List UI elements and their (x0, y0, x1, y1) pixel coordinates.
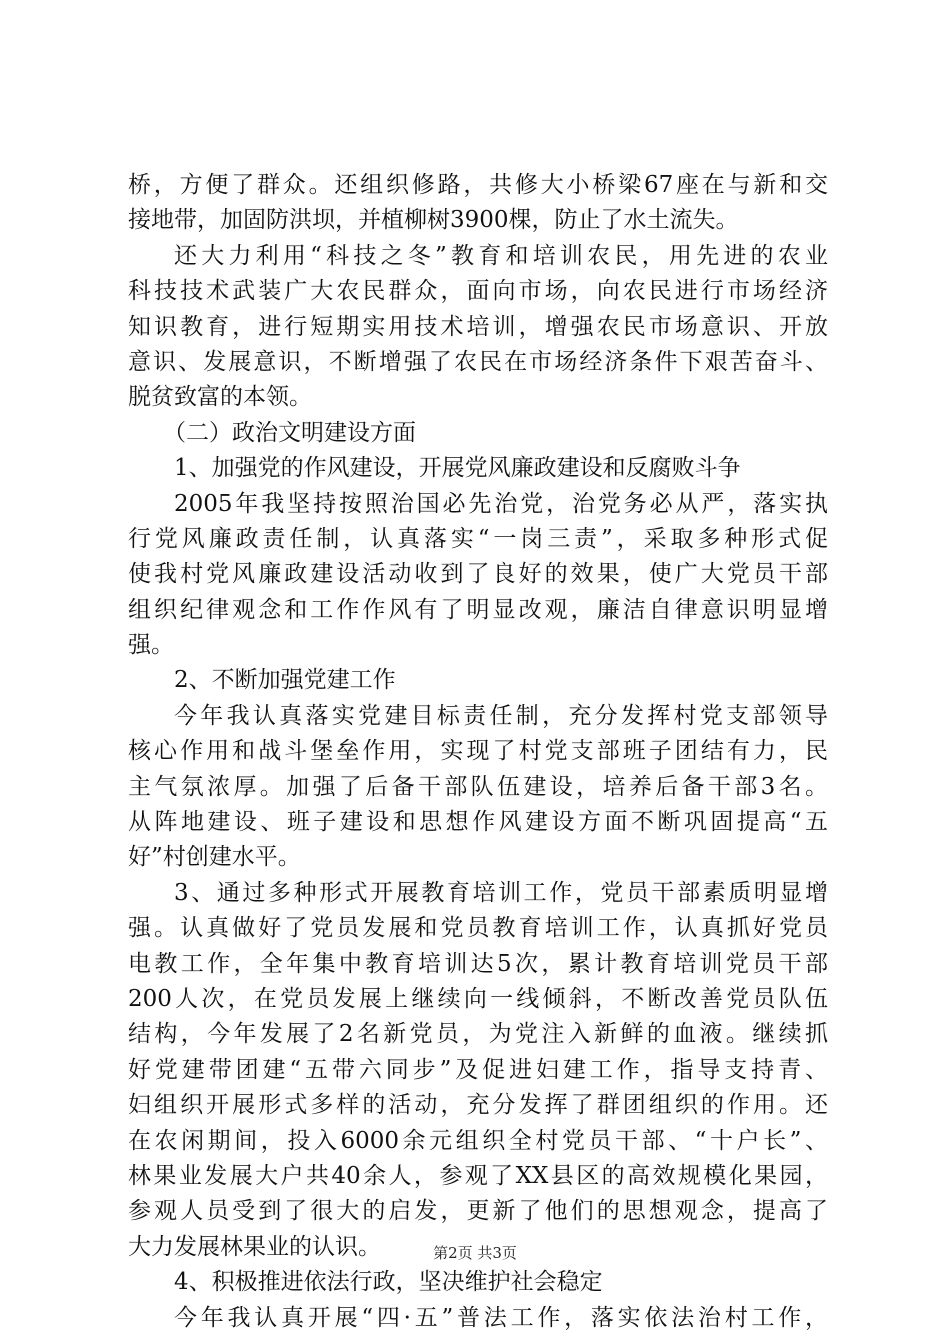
text-line: 林果业发展大户共40余人，参观了XX县区的高效规模化果园， (128, 1162, 828, 1189)
text-line: 组织纪律观念和工作作风有了明显改观，廉洁自律意识明显增 (128, 596, 828, 623)
text-line: 3、通过多种形式开展教育培训工作，党员干部素质明显增 (174, 879, 828, 906)
text-line: 科技技术武装广大农民群众，面向市场，向农民进行市场经济 (128, 278, 828, 305)
text-line: 意识、发展意识，不断增强了农民在市场经济条件下艰苦奋斗、 (128, 348, 828, 375)
page-footer: 第2页 共3页 (433, 1244, 517, 1262)
text-line: 接地带，加固防洪坝，并植柳树3900棵，防止了水土流失。 (128, 207, 739, 234)
text-line: 桥，方便了群众。还组织修路，共修大小桥梁67座在与新和交 (128, 172, 828, 198)
text-line: 行党风廉政责任制，认真落实“一岗三责”，采取多种形式促 (128, 525, 828, 552)
text-line: 结构，今年发展了2名新党员，为党注入新鲜的血液。继续抓 (128, 1021, 828, 1048)
text-line: 今年我认真落实党建目标责任制，充分发挥村党支部领导 (174, 702, 828, 729)
text-line: 主气氛浓厚。加强了后备干部队伍建设，培养后备干部3名。 (128, 773, 828, 800)
text-line: 知识教育，进行短期实用技术培训，增强农民市场意识、开放 (128, 313, 828, 340)
text-line: （二）政治文明建设方面 (163, 419, 416, 446)
text-line: 4、积极推进依法行政，坚决维护社会稳定 (174, 1269, 603, 1296)
text-line: 今年我认真开展“四·五”普法工作，落实依法治村工作， (174, 1304, 828, 1331)
text-line: 妇组织开展形式多样的活动，充分发挥了群团组织的作用。还 (128, 1092, 828, 1119)
text-line: 好”村创建水平。 (128, 844, 301, 871)
text-line: 核心作用和战斗堡垒作用，实现了村党支部班子团结有力，民 (128, 738, 828, 765)
text-line: 大力发展林果业的认识。 (128, 1233, 381, 1260)
text-line: 强。认真做好了党员发展和党员教育培训工作，认真抓好党员 (128, 915, 828, 942)
text-line: 200人次，在党员发展上继续向一线倾斜，不断改善党员队伍 (128, 985, 828, 1012)
text-line: 还大力利用“科技之冬”教育和培训农民，用先进的农业 (174, 242, 828, 269)
text-line: 2、不断加强党建工作 (174, 667, 396, 694)
text-line: 脱贫致富的本领。 (128, 384, 312, 411)
text-line: 强。 (128, 632, 174, 659)
text-line: 使我村党风廉政建设活动收到了良好的效果，使广大党员干部 (128, 561, 828, 588)
text-line: 从阵地建设、班子建设和思想作风建设方面不断巩固提高“五 (128, 809, 828, 836)
text-line: 好党建带团建“五带六同步”及促进妇建工作，指导支持青、 (128, 1056, 828, 1083)
text-line: 电教工作，全年集中教育培训达5次，累计教育培训党员干部 (128, 950, 828, 977)
text-line: 在农闲期间，投入6000余元组织全村党员干部、“十户长”、 (128, 1127, 828, 1154)
document-body (128, 168, 828, 1336)
text-line: 2005年我坚持按照治国必先治党，治党务必从严，落实执 (174, 490, 828, 517)
text-line: 参观人员受到了很大的启发，更新了他们的思想观念，提高了 (128, 1198, 828, 1225)
text-line: 1、加强党的作风建设，开展党风廉政建设和反腐败斗争 (174, 455, 741, 482)
